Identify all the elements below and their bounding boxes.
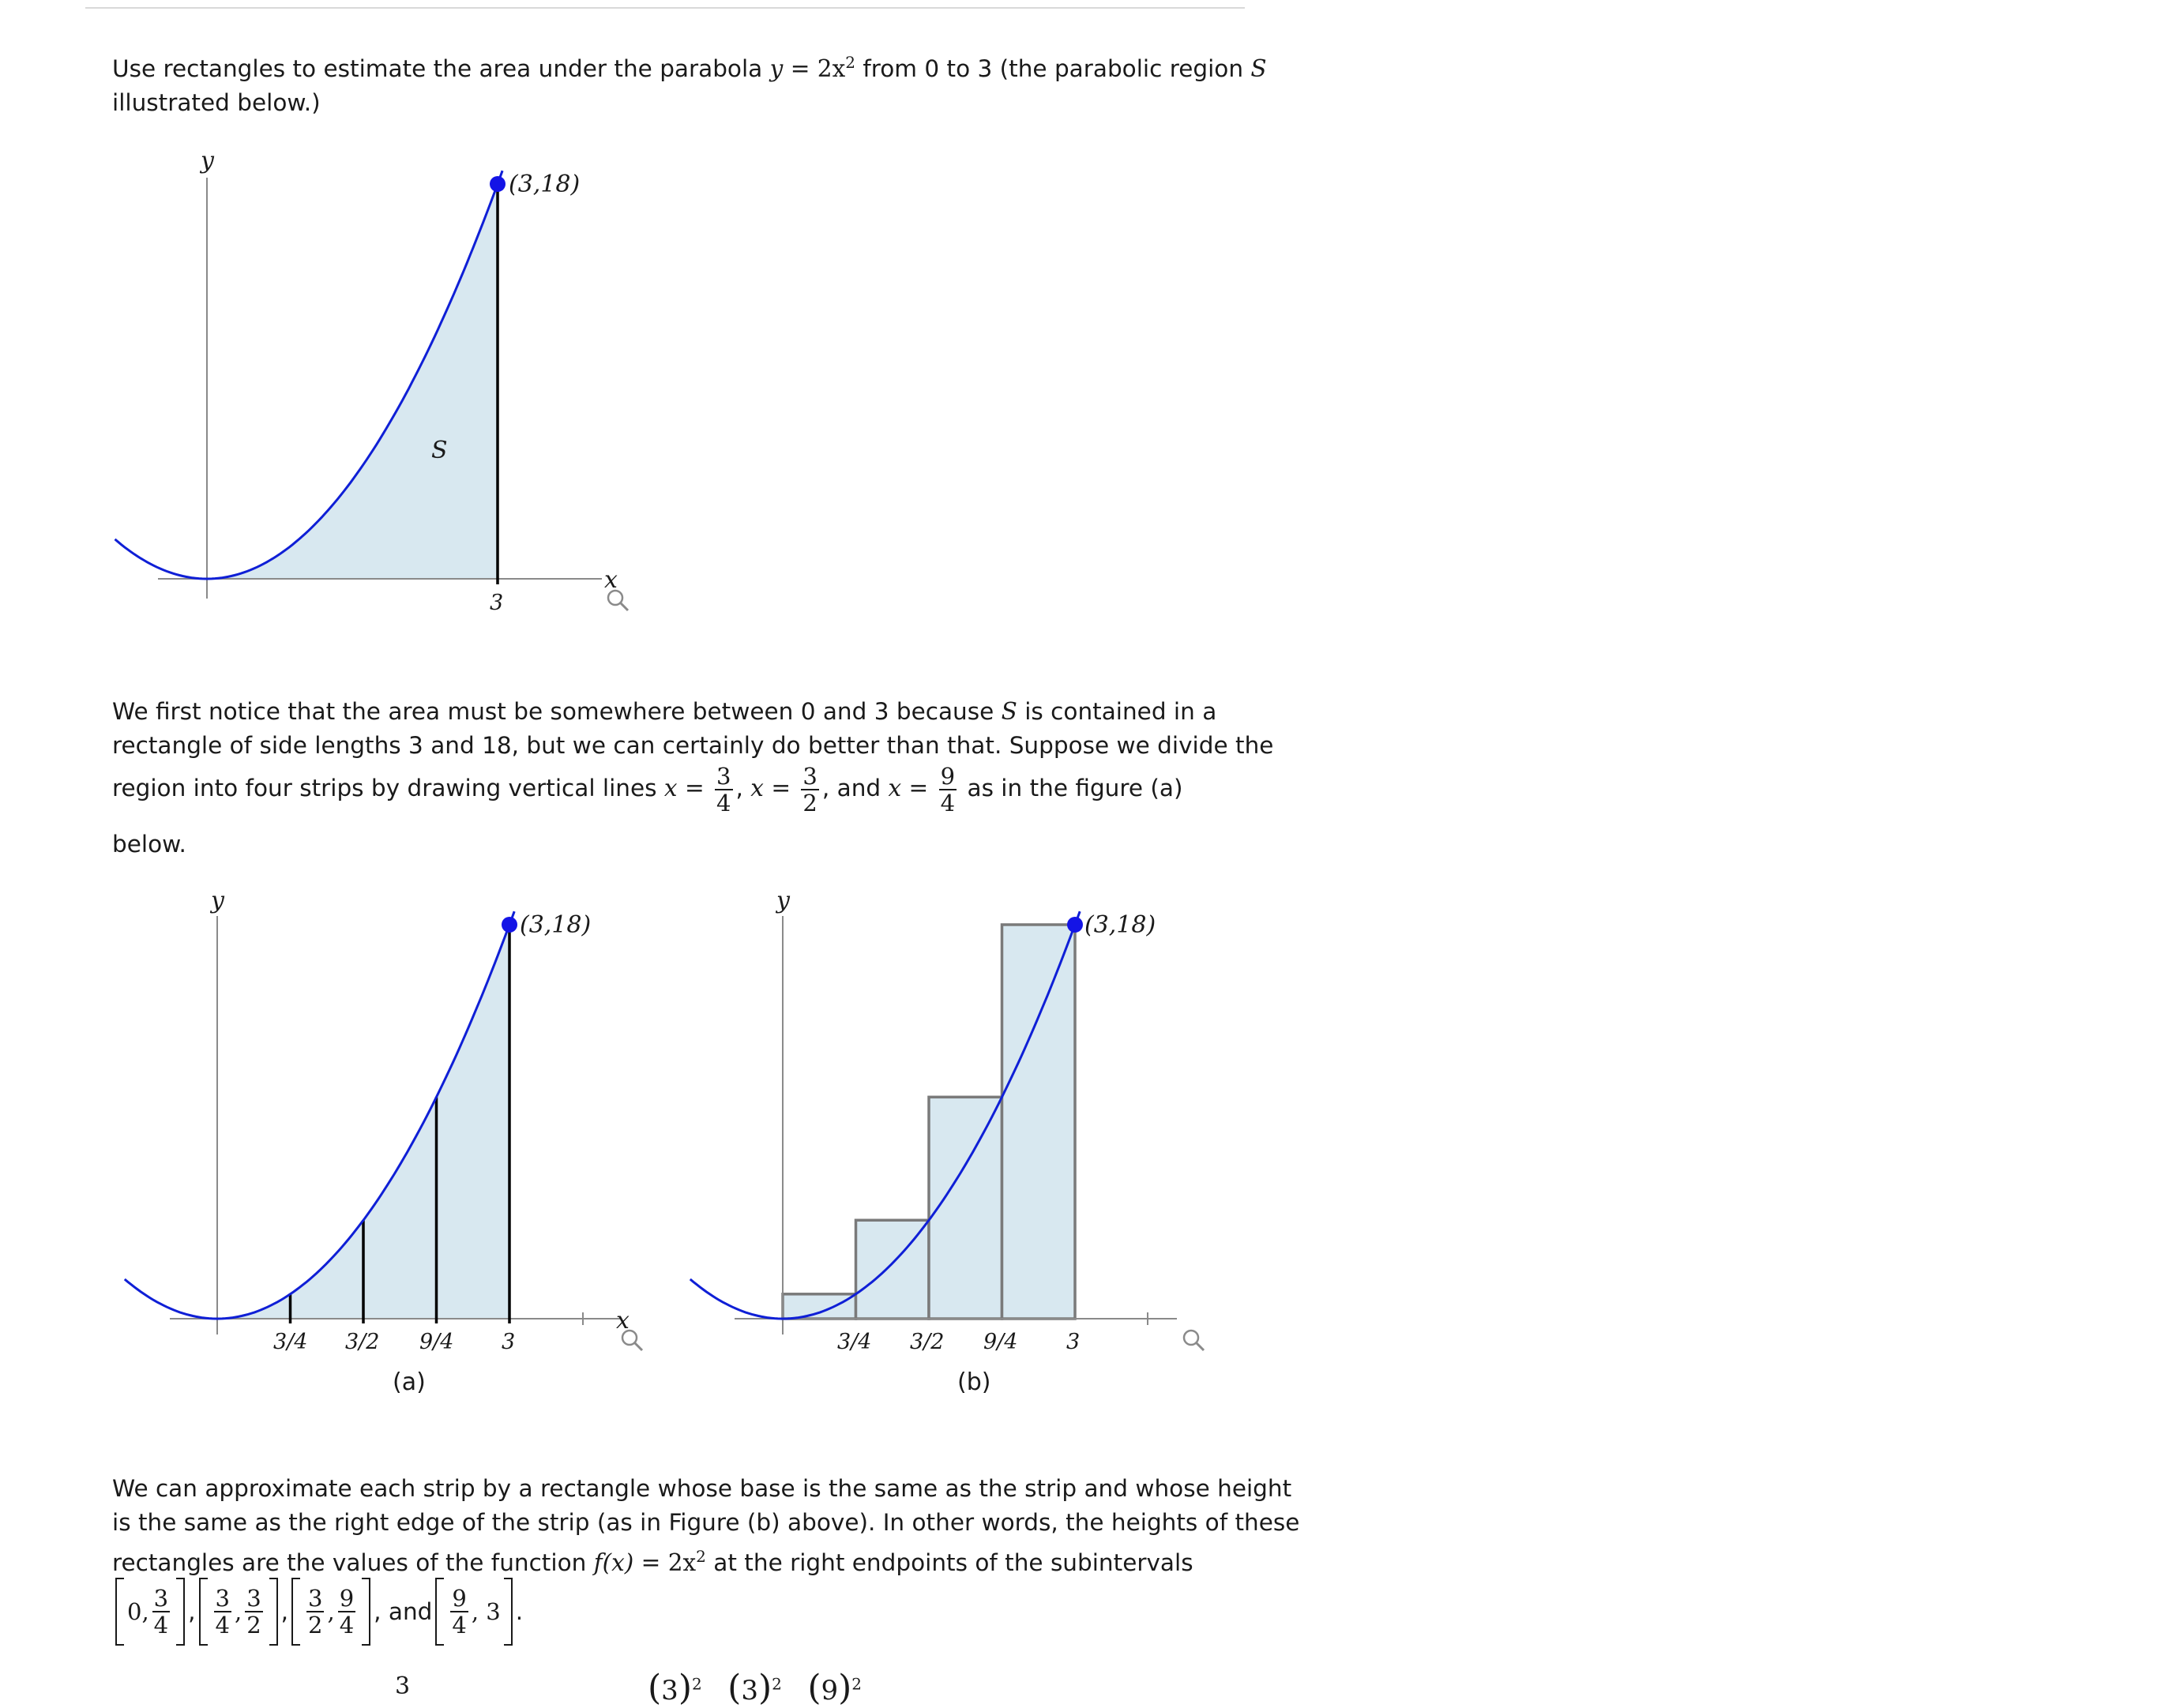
figure-a-point-label: (3,18) <box>520 911 592 939</box>
p3-line3b: at the right endpoints of the subintervals <box>705 1548 1193 1576</box>
intro-text-3: illustrated below.) <box>112 88 321 116</box>
p2-line2: rectangle of side lengths 3 and 18, but we can certainly do better than that. Suppose we divide the <box>112 732 1274 759</box>
region-label-S: S <box>431 437 448 464</box>
figure-a-caption: (a) <box>393 1368 426 1396</box>
figure-b <box>690 887 1204 1396</box>
sep-1: , <box>188 1598 196 1625</box>
p2-eq3: = <box>908 775 929 801</box>
right-endpoint-rect-4 <box>1002 925 1076 1319</box>
cutoff-expression: $(3)^2$ $(3)^2$ $(9)^2$ <box>648 1668 863 1708</box>
subintervals-row <box>112 1576 523 1647</box>
p3-fx: f(x) <box>593 1548 634 1576</box>
figure-b-tick-3-2: 3/2 <box>910 1330 945 1354</box>
interval-2: $\frac{3}{4}$ , $\frac{3}{2}$ <box>199 1576 278 1647</box>
p3-line3a: rectangles are the values of the function <box>112 1548 594 1576</box>
p2-frac-3-4: $\frac{3}{4}$ <box>716 762 731 816</box>
p2-line3b: as in the figure (a) <box>960 775 1183 801</box>
p2-line1b: is contained in a <box>1017 698 1217 725</box>
p3-line2: is the same as the right edge of the strip (as in Figure (b) above). In other words, the heights of these <box>112 1509 1300 1536</box>
p2-line4: below. <box>112 831 186 858</box>
y-axis-label: y <box>201 147 214 175</box>
figure-b-point <box>1067 917 1083 933</box>
figure-b-point-label: (3,18) <box>1084 911 1156 939</box>
p2-x3: x <box>888 775 902 801</box>
p2-frac-3-2: $\frac{3}{2}$ <box>802 762 818 816</box>
interval-1: 0, $\frac{3}{4}$ <box>115 1576 185 1647</box>
figure-a-x-label: x <box>616 1307 630 1334</box>
p2-x2: x <box>750 775 764 801</box>
interval-3: $\frac{3}{2}$ , $\frac{9}{4}$ <box>291 1576 370 1647</box>
point-label: (3,18) <box>509 171 581 198</box>
p3-fx-eq: = 2x <box>633 1548 697 1576</box>
figure-a-tick-3: 3 <box>502 1330 516 1354</box>
tick-3: 3 <box>490 591 504 615</box>
figure-a <box>125 887 642 1396</box>
p2-eq1: = <box>684 775 705 801</box>
cutoff-fraction: 3 <box>395 1672 411 1700</box>
paragraph-3 <box>112 1472 1299 1580</box>
intro-S: S <box>1250 54 1267 82</box>
p2-line1a: We first notice that the area must be somewhere between 0 and 3 because <box>112 698 1002 725</box>
intro-text-2: from 0 to 3 (the parabolic region <box>855 54 1251 82</box>
right-endpoint-rect-1 <box>783 1294 856 1319</box>
figure-b-rectangles <box>783 925 1075 1319</box>
p3-fx-exp: 2 <box>696 1547 706 1566</box>
sep-2: , <box>280 1598 289 1625</box>
p2-line3a: region into four strips by drawing vertical lines <box>112 775 664 801</box>
intro-text-1: Use rectangles to estimate the area under the parabola <box>112 54 770 82</box>
figure-b-caption: (b) <box>957 1368 991 1396</box>
x-axis-label: x <box>604 566 618 594</box>
magnifier-icon[interactable] <box>1184 1331 1204 1350</box>
figure-a-tick-3-4: 3/4 <box>273 1330 308 1354</box>
figure-a-tick-9-4: 9/4 <box>419 1330 454 1354</box>
p2-and: , and <box>821 775 889 801</box>
intro-eq-y: y <box>769 54 784 82</box>
p2-eq2: = <box>771 775 791 801</box>
p3-line1: We can approximate each strip by a rectangle whose base is the same as the strip and whose height <box>112 1475 1292 1502</box>
figure-b-tick-3: 3 <box>1066 1330 1081 1354</box>
figure-a-point <box>502 917 517 933</box>
figure-a-tick-3-2: 3/2 <box>345 1330 380 1354</box>
figure-a-y-label: y <box>211 887 224 914</box>
right-endpoint-rect-3 <box>929 1097 1002 1319</box>
interval-4: $\frac{9}{4}$ , 3 <box>435 1576 512 1647</box>
figure-b-tick-9-4: 9/4 <box>983 1330 1018 1354</box>
p2-x1: x <box>663 775 678 801</box>
figure-b-y-label: y <box>776 887 790 914</box>
p3-and: , and <box>374 1598 433 1625</box>
p2-frac-9-4: $\frac{9}{4}$ <box>940 762 956 816</box>
intro-eq-rhs: = 2x <box>790 54 846 82</box>
p2-comma: , <box>735 775 743 801</box>
figure-b-tick-3-4: 3/4 <box>837 1330 872 1354</box>
intro-eq-exp: 2 <box>845 53 855 72</box>
p2-S: S <box>1001 698 1017 725</box>
p3-period: . <box>515 1598 524 1625</box>
